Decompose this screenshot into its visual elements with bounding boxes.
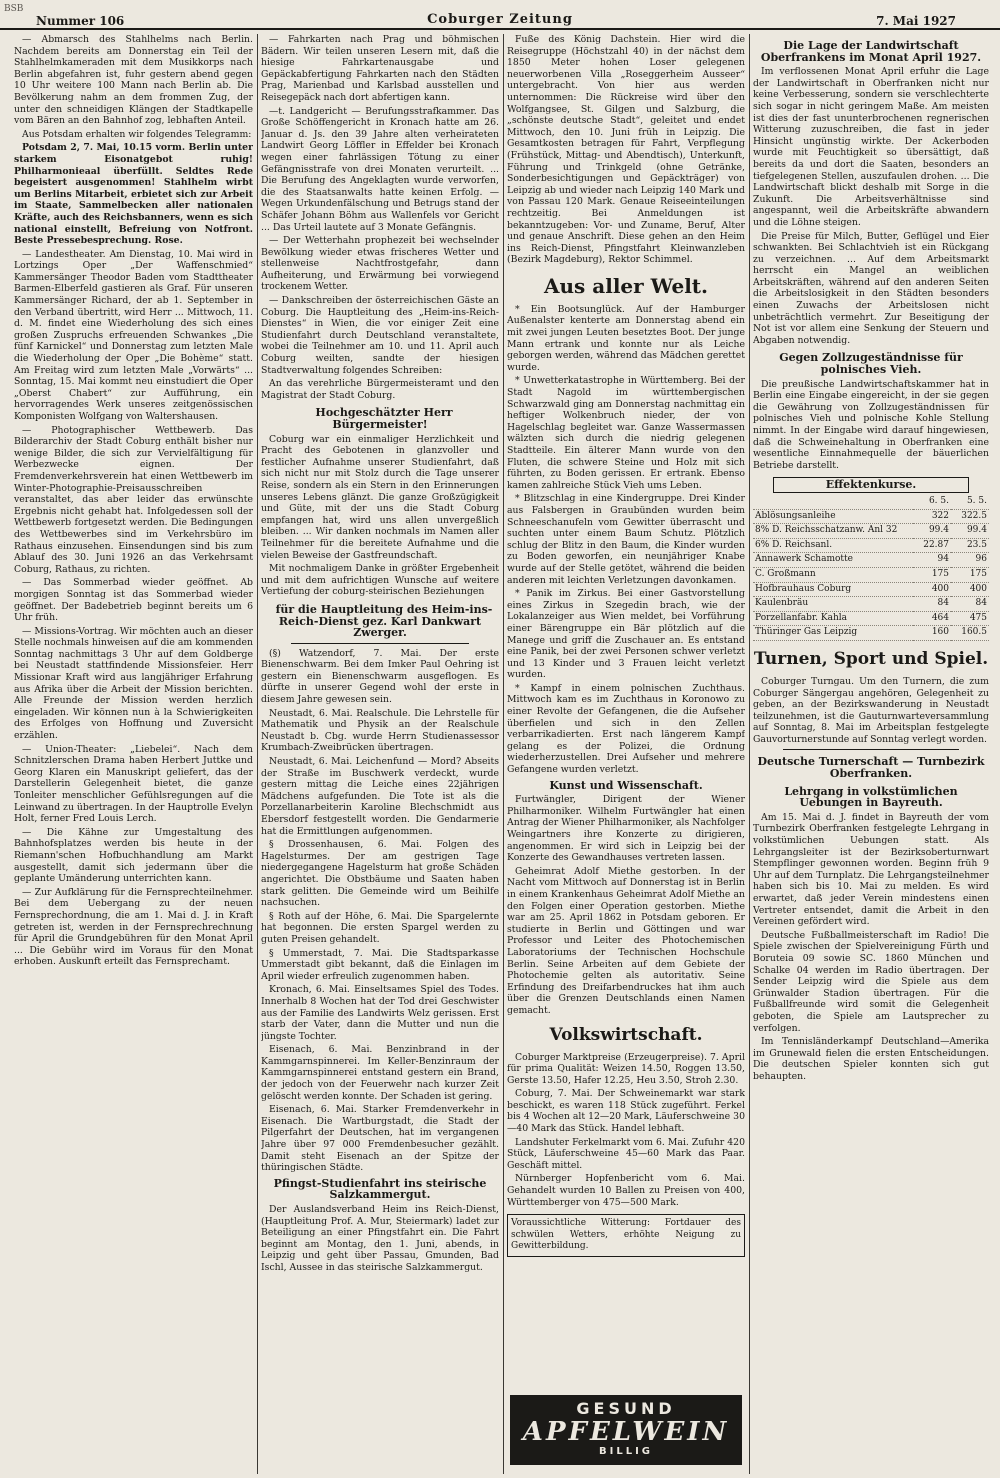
column-2 (261, 34, 499, 1474)
article-unwetter: * Unwetterkatastrophe in Württemberg. Bei der Stadt Nagold im württembergischen Schwarzwald ging am Donnerstag nachmittag ein heftiger Wolkenbruch nieder, der von Hagelschlag begleitet war. Ganze Wassermassen wälzten sich durch die niedrig gelegenen Stadtteile. Ein älterer Mann wurde von den Fluten, die schwere Steine und Holz mit sich führten, zu Boden gerissen. Er ertrank. Ebenso kamen zahlreiche Stück Vieh ums Leben. (507, 375, 745, 491)
column-3 (507, 34, 745, 1474)
table-row (753, 524, 989, 539)
article-turngau: Coburger Turngau. Um den Turnern, die zum Coburger Sängergau angehören, Gelegenheit zu geben, an der Bezirkswanderung in Neustadt teilzunehmen, ist die Gauturnwarteversammlung auf Sonntag, 8. Mai im Arbeitsplan festgelegte Gauvorturnerstunde auf Sonntag verlegt worden. (753, 675, 989, 745)
section-heading: Aus aller Welt. (543, 273, 708, 298)
column-rule (749, 34, 750, 1474)
table-cell: 322 (913, 509, 951, 524)
article-schweinemarkt: Coburg, 7. Mai. Der Schweinemarkt war stark beschickt, es waren 118 Stück zugeführt. Ferkel bis 4 Wochen alt 12—20 Mark, Läuferschweine 30—40 Mark das Stück. Handel lebhaft. (507, 1088, 745, 1135)
section-heading: Gegen Zollzugeständnisse für polnisches Vieh. (779, 351, 963, 377)
section-heading: Pfingst-Studienfahrt ins steirische Salzkammergut. (273, 1176, 487, 1202)
table-cell: Annawerk Schamotte (753, 553, 913, 568)
table-cell: Ablösungsanleihe (753, 509, 913, 524)
table-header (753, 495, 913, 509)
article-zoll: Die preußische Landwirtschaftskammer hat in Berlin eine Eingabe eingereicht, in der sie gegen die Gewährung von Zollzugeständnissen für polnisches Vieh und polnische Kohle Stellung nimmt. In der Eingabe wird darauf hingewiesen, daß die Schweinehaltung in Oberfranken eine wesentliche Einnahmequelle der bäuerlichen Betriebe darstellt. (753, 378, 989, 471)
article-bootsunglueck: * Ein Bootsunglück. Auf der Hamburger Außenalster kenterte am Donnerstag abend ein mit zwei jungen Leuten besetztes Boot. Der junge Mann ertrank und konnte nur als Leiche geborgen werden, während das Mädchen gerettet wurde. (507, 303, 745, 373)
masthead (0, 0, 1000, 30)
table-cell: 175 (913, 567, 951, 582)
table-row (753, 597, 989, 612)
article-tennis: Im Tennisländerkampf Deutschland—Amerika im Grunewald fielen die ersten Entscheidungen. Die deutschen Spieler konnten sich gut behaupten. (753, 1036, 989, 1082)
article-furtwaengler: Furtwängler, Dirigent der Wiener Philharmoniker. Wilhelm Furtwängler hat einen Antrag der Wiener Philharmoniker, als Nachfolger Weingartners ihre Konzerte zu dirigieren, angenommen. Er wird sich in Leipzig bei der Konzerte des Gewandhauses vertreten lassen. (507, 794, 745, 864)
article-marktpreise: Coburger Marktpreise (Erzeugerpreise). 7. April für prima Qualität: Weizen 14.50, Roggen 13.50, Gerste 13.50, Hafer 12.25, Heu 3.50, Stroh 2.30. (507, 1051, 745, 1086)
article-landestheater: — Landestheater. Am Dienstag, 10. Mai wird in Lortzings Oper „Der Waffenschmied“ Kammersänger Theodor Baden vom Stadttheater Barmen-Elberfeld gastieren als Graf. Für unseren Kammersänger Richard, der ab 1. September in den Verband übertritt, wird Herr ... Mittwoch, 11. d. M. findet eine Wiederholung des sich eines großen Zuspruchs erfreuenden Schwankes „Die fünf Karnickel“ und Donnerstag zum letzten Male die Wiederholung der Oper „Die Bohème“ statt. Am Freitag wird zum letzten Male „Vorwärts“ ... Sonntag, 15. Mai kommt neu einstudiert die Oper „Oberst Chabert“ zur Aufführung, ein hervorragendes Werk unseres zeitgenössischen Komponisten Wolfgang von Waltershausen. (14, 248, 253, 422)
divider (291, 643, 469, 644)
section-heading: Kunst und Wissenschaft. (549, 778, 703, 792)
article-text: Aus Potsdam erhalten wir folgendes Telegramm: (22, 128, 252, 140)
table-row (753, 567, 989, 582)
article-zirkus: * Panik im Zirkus. Bei einer Gastvorstellung eines Zirkus in Szegedin brach, wie der Lokalanzeiger aus Wien meldet, bei Vorführung einer Bärengruppe ein Bär plötzlich auf die Manege und griff die Zuschauer an. Es entstand eine Panik, bei der zwei Personen schwer verletzt und 13 Kinder und 3 Frauen leicht verletzt wurden. (507, 588, 745, 681)
column-rule (257, 34, 258, 1474)
table-cell: 22.87 (913, 538, 951, 553)
article-preise: Die Preise für Milch, Butter, Geflügel und Eier schwankten. Bei Schlachtvieh ist ein Rückgang zu verzeichnen. ... Auf dem Arbeitsmarkt herrscht ein Mangel an weiblichen Arbeitskräften, während auf den anderen Seiten die Arbeitslosigkeit in den Städten besonders einen Zuwachs der Arbeitslosen nicht unbeträchtlich vermehrt. Zur Beseitigung der Not ist vor allem eine Senkung der Steuern und Abgaben notwendig. (753, 230, 989, 346)
table-title: Effektenkurse. (773, 477, 969, 493)
article-fussball-radio: Deutsche Fußballmeisterschaft im Radio! Die Spiele zwischen der Spielvereinigung Fürth und Boruteia 09 sowie SC. 1860 München und Schalke 04 werden im Radio übertragen. Der Sender Leipzig wird die Spiele aus dem Grünwalder Stadion übertragen. Für die Fußballfreunde wird somit die Gelegenheit geboten, die Spiele am Lautsprecher zu verfolgen. (753, 929, 989, 1034)
article-blitzschlag: * Blitzschlag in eine Kindergruppe. Drei Kinder aus Falsbergen in Graubünden wurden beim Schneeschanufeln vom Gewitter überrascht und suchten unter einem Baum Schutz. Plötzlich schlug der Blitz in den Baum, die Kinder wurden zu Boden geworfen, ein neunjähriger Knabe wurde auf der Stelle getötet, während die beiden anderen mit leichten Verletzungen davonkamen. (507, 493, 745, 586)
article-kronach: Kronach, 6. Mai. Einseltsames Spiel des Todes. Innerhalb 8 Wochen hat der Tod drei Geschwister aus der Familie des Landwirts Welz gerissen. Erst starb der Vater, dann die Mutter und nun die jüngste Tochter. (261, 984, 499, 1042)
section-heading: Die Lage der Landwirtschaft Oberfrankens im Monat April 1927. (760, 39, 982, 64)
newspaper-title: Coburger Zeitung (427, 12, 573, 27)
table-cell: 400 (913, 582, 951, 597)
corner-mark: BSB (4, 4, 24, 14)
table-row (753, 582, 989, 597)
article-eisenach-brand: Eisenach, 6. Mai. Benzinbrand in der Kammgarnspinnerei. Im Keller-Benzinraum der Kammgarnspinnerei entstand gestern ein Brand, der jedoch von der Feuerwehr nach kurzer Zeit gelöscht werden konnte. Der Schaden ist gering. (261, 1044, 499, 1102)
article-pfingstfahrt: Der Auslandsverband Heim ins Reich-Dienst, (Hauptleitung Prof. A. Mur, Steiermark) ladet zur Beteiligung an einer Pfingstfahrt ein. Die Fahrt beginnt am Montag, den 1. Juni, abends, in Leipzig und geht über Passau, Gmunden, Bad Ischl, Aussee in das steirische Salzkammergut. (261, 1204, 499, 1273)
letter-address: An das verehrliche Bürgermeisteramt und den Magistrat der Stadt Coburg. (261, 378, 499, 401)
table-cell: 160.5 (951, 626, 989, 641)
table-cell: 400 (951, 582, 989, 597)
ad-line: BILLIG (598, 1446, 653, 1457)
article-fahrkarten: — Fahrkarten nach Prag und böhmischen Bädern. Wir teilen unseren Lesern mit, daß die hiesige Fahrkartenausgabe und Gepäckabfertigung Fahrkarten nach den Städten Prag, Marienbad und Karlsbad ausstellen und Reisegepäck nach dort abfertigen kann. (261, 34, 499, 103)
article-neustadt-leichenfund: Neustadt, 6. Mai. Leichenfund — Mord? Abseits der Straße im Buschwerk verdeckt, wurde gestern mittag die Leiche eines 22jährigen Mädchens aufgefunden. Die Tote ist als die Porzellanarbeiterin Karoline Blechschmidt aus Ebersdorf festgestellt worden. Die Gendarmerie hat die Ermittlungen aufgenommen. (261, 756, 499, 837)
article-mission: — Missions-Vortrag. Wir möchten auch an dieser Stelle nochmals hinweisen auf die am kommenden Sonntag nachmittags 3 Uhr auf dem Goldberge bei Neustadt stattfindende Missionsfeier. Herr Missionar Kraft wird aus langjähriger Erfahrung aus Afrika über die Arbeit der Mission berichten. Alle Freunde der Mission werden herzlich eingeladen. Wir können nun à la Schwierigkeiten des Erfolges von Hoffnung und Zuversicht erzählen. (14, 625, 253, 742)
table-header-row (753, 495, 989, 509)
ad-line: APFELWEIN (522, 1417, 730, 1447)
issue-number: Nummer 106 (36, 14, 125, 28)
table-cell: 475 (951, 611, 989, 626)
table-header: 6. 5. (913, 495, 951, 509)
article-ummerstadt: § Ummerstadt, 7. Mai. Die Stadtsparkasse Ummerstadt gibt bekannt, daß die Einlagen im April wieder erfreulich zugenommen haben. (261, 947, 499, 982)
column-rule (503, 34, 504, 1474)
table-cell: 94 (913, 553, 951, 568)
article-miethe: Geheimrat Adolf Miethe gestorben. In der Nacht vom Mittwoch auf Donnerstag ist in Berlin in einem Krankenhaus Geheimrat Adolf Miethe an den Folgen einer Operation gestorben. Miethe war am 25. April 1862 in Potsdam geboren. Er studierte in Berlin und Göttingen und war Professor und Leiter des Photochemischen Laboratoriums der Technischen Hochschule Berlin. Seine Arbeiten auf dem Gebiete der Photochemie gelten als autoritativ. Seine Erfindung des Dreifarbendruckes hat ihm auch über die Grenzen Deutschlands einen Namen gemacht. (507, 865, 745, 1016)
table-header: 5. 5. (951, 495, 989, 509)
table-cell: 8% D. Reichsschatzanw. Anl 32 (753, 524, 913, 539)
article-neustadt-realschule: Neustadt, 6. Mai. Realschule. Die Lehrstelle für Mathematik und Physik an der Realschule Neustadt b. Cbg. wurde Herrn Studienassessor Krumbach-Zweibrücken übertragen. (261, 707, 499, 754)
table-cell: 6% D. Reichsanl. (753, 538, 913, 553)
table-cell: Hofbrauhaus Coburg (753, 582, 913, 597)
article-landgericht: —t. Landgericht — Berufungsstrafkammer. Das Große Schöffengericht in Kronach hatte am 26. Januar d. Js. den 39 Jahre alten verheirateten Landwirt Georg Löffler in Effelder bei Kronach wegen einer fahrlässigen Tötung zu einer Gefängnisstrafe von drei Monaten verurteilt. ... Die Berufung des Angeklagten wurde verworfen, die des Staatsanwalts hatte keinen Erfolg. — Wegen Urkundenfälschung und Betrugs stand der Schäfer Johann Böhm aus Wallenfels vor Gericht ... Das Urteil lautete auf 3 Monate Gefängnis. (261, 105, 499, 233)
letter-salutation: Hochgeschätzter Herr Bürgermeister! (315, 406, 453, 431)
article-drossenhausen: § Drossenhausen, 6. Mai. Folgen des Hagelsturmes. Der am gestrigen Tage niedergegangene Hagelsturm hat große Schäden angerichtet. Die Obstbäume und Saaten haben stark gelitten. Die Gemeinde wird um Beihilfe nachsuchen. (261, 839, 499, 909)
article-ferkelmarkt: Landshuter Ferkelmarkt vom 6. Mai. Zufuhr 420 Stück, Läuferschweine 45—60 Mark das Paar. Geschäft mittel. (507, 1136, 745, 1171)
section-heading: Turnen, Sport und Spiel. (753, 648, 989, 669)
section-heading: Volkswirtschaft. (549, 1024, 703, 1045)
table-cell: C. Großmann (753, 567, 913, 582)
letter-signature: für die Hauptleitung des Heim-ins-Reich-Dienst gez. Karl Dankwart Zwerger. (275, 602, 493, 640)
article-watzendorf: (§) Watzendorf, 7. Mai. Der erste Bienenschwarm. Bei dem Imker Paul Oehring ist gestern ein Bienenschwarm ausgeflogen. Es dürfte in unserer Gegend wohl der erste in diesem Jahre gewesen sein. (261, 647, 499, 706)
table-cell: 175 (951, 567, 989, 582)
advertisement-apfelwein (510, 1395, 742, 1465)
stock-table (753, 495, 989, 641)
article-landwirtschaft: Im verflossenen Monat April erfuhr die Lage der Landwirtschaft in Oberfranken nicht nur keine Verbesserung, sondern sie verschlechterte sich sogar in nicht geringem Maße. Am meisten ist dies der fast ununterbrochenen regnerischen Witterung zuzuschreiben, die fast in jeder Hinsicht ungünstig wirkte. Der Ackerboden wurde mit Feuchtigkeit so übersättigt, daß bereits da und dort die Saaten, besonders an tiefgelegenen Stellen, auszufaulen drohen. ... Die Landwirtschaft blickt deshalb mit Sorge in die Zukunft. Die Arbeitsverhältnisse sind angespannt, weil die Arbeitskräfte abwandern und die Löhne steigen. (753, 66, 989, 228)
article-zuchthaus: * Kampf in einem polnischen Zuchthaus. Mittwoch kam es im Zuchthaus in Koronowo zu einer Revolte der Gefangenen, die die Aufseher überfielen und sich in den Zellen verbarrikadierten. Erst nach längerem Kampf gelang es der Polizei, die Ordnung wiederherzustellen. Drei Aufseher und mehrere Gefangene wurden verletzt. (507, 682, 745, 776)
article-dankschreiben: — Dankschreiben der österreichischen Gäste an Coburg. Die Hauptleitung des „Heim-ins-Reich-Dienstes“ in Wien, die vor einiger Zeit eine Studienfahrt durch Deutschland veranstaltete, wobei die Teilnehmer am 10. und 11. April auch Coburg weilten, sandte der hiesigen Stadtverwaltung folgendes Schreiben: (261, 295, 499, 376)
article-union-theater: — Union-Theater: „Liebelei“. Nach dem Schnitzlerschen Drama haben Herbert Juttke und Georg Klaren ein Manuskript geliefert, das der Darstellerin Gelegenheit bietet, die ganze Tonleiter menschlicher Gefühlsregungen auf die Leinwand zu übertragen. In der Hauptrolle Evelyn Holt, ferner Fred Louis Lerch. (14, 743, 253, 825)
article-fernsprech: — Zur Aufklärung für die Fernsprechteilnehmer. Bei dem Uebergang zu der neuen Fernsprechordnung, die am 1. Mai d. J. in Kraft getreten ist, werden in der Fernsprechrechnung für April die Grundgebühren für den Monat April ... Die Gebühr wird im Voraus für den Monat erhoben. Auskunft erteilt das Fernsprechamt. (14, 886, 253, 968)
weather-box: Voraussichtliche Witterung: Fortdauer des schwülen Wetters, erhöhte Neigung zu Gewitterbildung. (507, 1214, 745, 1257)
ad-line: GESUND (576, 1399, 676, 1418)
table-cell: Porzellanfabr. Kahla (753, 611, 913, 626)
table-cell: 23.5 (951, 538, 989, 553)
table-cell: 96 (951, 553, 989, 568)
table-cell: 84 (913, 597, 951, 612)
issue-date: 7. Mai 1927 (876, 14, 956, 28)
article-roth: § Roth auf der Höhe, 6. Mai. Die Spargelernte hat begonnen. Die ersten Spargel werden zu guten Preisen gehandelt. (261, 910, 499, 945)
table-cell: Kaulenbräu (753, 597, 913, 612)
table-row (753, 626, 989, 641)
table-cell: 99.4 (951, 524, 989, 539)
table-cell: 322.5 (951, 509, 989, 524)
article-hopfen: Nürnberger Hopfenbericht vom 6. Mai. Gehandelt wurden 10 Ballen zu Preisen von 400, Württemberger von 475—500 Mark. (507, 1173, 745, 1208)
table-row (753, 538, 989, 553)
article-stahlhelm: — Abmarsch des Stahlhelms nach Berlin. Nachdem bereits am Donnerstag ein Teil der Stahlhelmkameraden mit dem Musikkorps nach Berlin abgefahren ist, fuhr gestern abend gegen 10 Uhr weitere 100 Mann nach Berlin ab. Die Bevölkerung nahm an dem frommen Zug, der unter den schneidigen Klängen der Stadtkapelle vom Bären an den Bahnhof zog, lebhaften Anteil. (14, 34, 253, 127)
article-lehrgang: Am 15. Mai d. J. findet in Bayreuth der vom Turnbezirk Oberfranken festgelegte Lehrgang in volkstümlichen Uebungen statt. Als Lehrgangsleiter ist der Bezirksoberturnwart Stempflinger gewonnen worden. Beginn früh 9 Uhr auf dem Turnplatz. Die Lehrgangsteilnehmer haben sich bis 10. Mai zu melden. Es wird erwartet, daß jeder Verein mindestens einen Vertreter entsendet, damit die Arbeit in den Vereinen gefördert wird. (753, 811, 989, 928)
section-heading: Deutsche Turnerschaft — Turnbezirk Oberfranken. (757, 755, 985, 781)
telegram-text: Potsdam 2, 7. Mai, 10.15 vorm. Berlin unter starkem Eisonatgebot ruhig! Philharmonieaal überfüllt. Seldtes Rede begeistert ausgenommen! Stahlhelm wirbt um Berlins Mitarbeit, erbietet sich zur Arbeit im Staate, Sammelbecken aller nationalen Kräfte, auch des Reichsbanners, wenn es sich national einstellt, Befreiung von Notfront. Beste Pressebesprechung. Rose. (14, 142, 253, 247)
article-bahnhofsplatz: — Die Kähne zur Umgestaltung des Bahnhofsplatzes werden bis heute in der Riemann'schen Hofbuchhandlung am Markt ausgestellt, damit sich jedermann über die geplante Umänderung unterrichten kann. (14, 826, 253, 885)
table-row (753, 553, 989, 568)
table-row (753, 509, 989, 524)
table-cell: Thüringer Gas Leipzig (753, 626, 913, 641)
table-cell: 84 (951, 597, 989, 612)
article-sommerbad: — Das Sommerbad wieder geöffnet. Ab morgigen Sonntag ist das Sommerbad wieder geöffnet. Der Badebetrieb beginnt bereits um 6 Uhr früh. (14, 577, 253, 624)
column-4 (753, 34, 989, 1474)
letter-body: Coburg war ein einmaliger Herzlichkeit und Pracht des Gebotenen in glanzvoller und festlicher Aufnahme unserer Studienfahrt, daß sich nicht nur mit Stolz durch die Tage unserer Reise, sondern als ein Stern in den Erinnerungen unseres Lebens glänzt. Die ganze Großzügigkeit und Güte, mit der uns die Stadt Coburg empfangen hat, wird uns allen unvergeßlich bleiben. ... Wir danken nochmals im Namen aller Teilnehmer für die bereitete Aufnahme und die vielen Beweise der Gastfreundschaft. (261, 433, 499, 561)
table-cell: 464 (913, 611, 951, 626)
article-wettbewerb: — Photographischer Wettbewerb. Das Bilderarchiv der Stadt Coburg enthält bisher nur wenige Bilder, die sich zur Vervielfältigung für Werbezwecke eignen. Der Fremdenverkehrsverein hat einen Wettbewerb im Winter-Photographie-Preisausschreiben veranstaltet, das aber leider das erwünschte Ergebnis nicht gehabt hat. Infolgedessen soll der Wettbewerb fortgesetzt werden. Die Bedingungen des Wettbewerbes sind im Verkehrsbüro im Rathaus einzusehen. Einsendungen sind bis zum Ablauf des 30. Juni 1926 an das Verkehrsamt Coburg, Rathaus, zu richten. (14, 424, 253, 575)
table-cell: 160 (913, 626, 951, 641)
table-row (753, 611, 989, 626)
column-1 (14, 34, 253, 1474)
table-cell: 99.4 (913, 524, 951, 539)
article-wetterhahn: — Der Wetterhahn prophezeit bei wechselnder Bewölkung wieder etwas frischeres Wetter und stellenweise Nachtfrostgefahr, dann Aufheiterung, und Erwärmung bei vorwiegend trockenem Wetter. (261, 235, 499, 293)
article-pfingstfahrt-cont: Fuße des König Dachstein. Hier wird die Reisegruppe (Höchstzahl 40) in der nächst dem 1850 Meter hohen Loser gelegenen neuerworbenen Villa „Roseggerheim Ausseer“ untergebracht. Von hier aus werden unternommen: Die Rückreise wird über den Wolfgangsee, St. Gilgen und Salzburg, die „schönste deutsche Stadt“, geleitet und endet Mittwoch, den 10. Juni früh in Leipzig. Die Gesamtkosten betragen für Fahrt, Verpflegung (Frühstück, Mittag- und Abendtisch), Unterkunft, Führung und Trinkgeld (ohne Getränke, Sonderbesichtigungen und Gepäckträger) von Leipzig ab und wieder nach Leipzig 140 Mark und von Passau 120 Mark. Genaue Reiseeinteilungen rechtzeitig. Bei Anmeldungen ist bekanntzugeben: Vor- und Zuname, Beruf, Alter und genaue Anschrift. Diese gehen an den Heim ins Reich-Dienst, Pfingstfahrt Kleinwanzleben (Bezirk Magdeburg), Rektor Schimmel. (507, 34, 745, 266)
letter-closing: Mit nochmaligem Danke in größter Ergebenheit und mit dem aufrichtigen Wunsche auf weitere Vertiefung der coburg-steirischen Beziehungen (261, 563, 499, 598)
divider (783, 749, 959, 750)
article-eisenach-fremdenverkehr: Eisenach, 6. Mai. Starker Fremdenverkehr in Eisenach. Die Wartburgstadt, die Stadt der Pilgerfahrt der Deutschen, hat im vergangenen Jahre über 97 000 Fremdenbesucher gezählt. Damit steht Eisenach an der Spitze der thüringischen Städte. (261, 1104, 499, 1174)
section-subheading: Lehrgang in volkstümlichen Uebungen in Bayreuth. (784, 784, 958, 810)
